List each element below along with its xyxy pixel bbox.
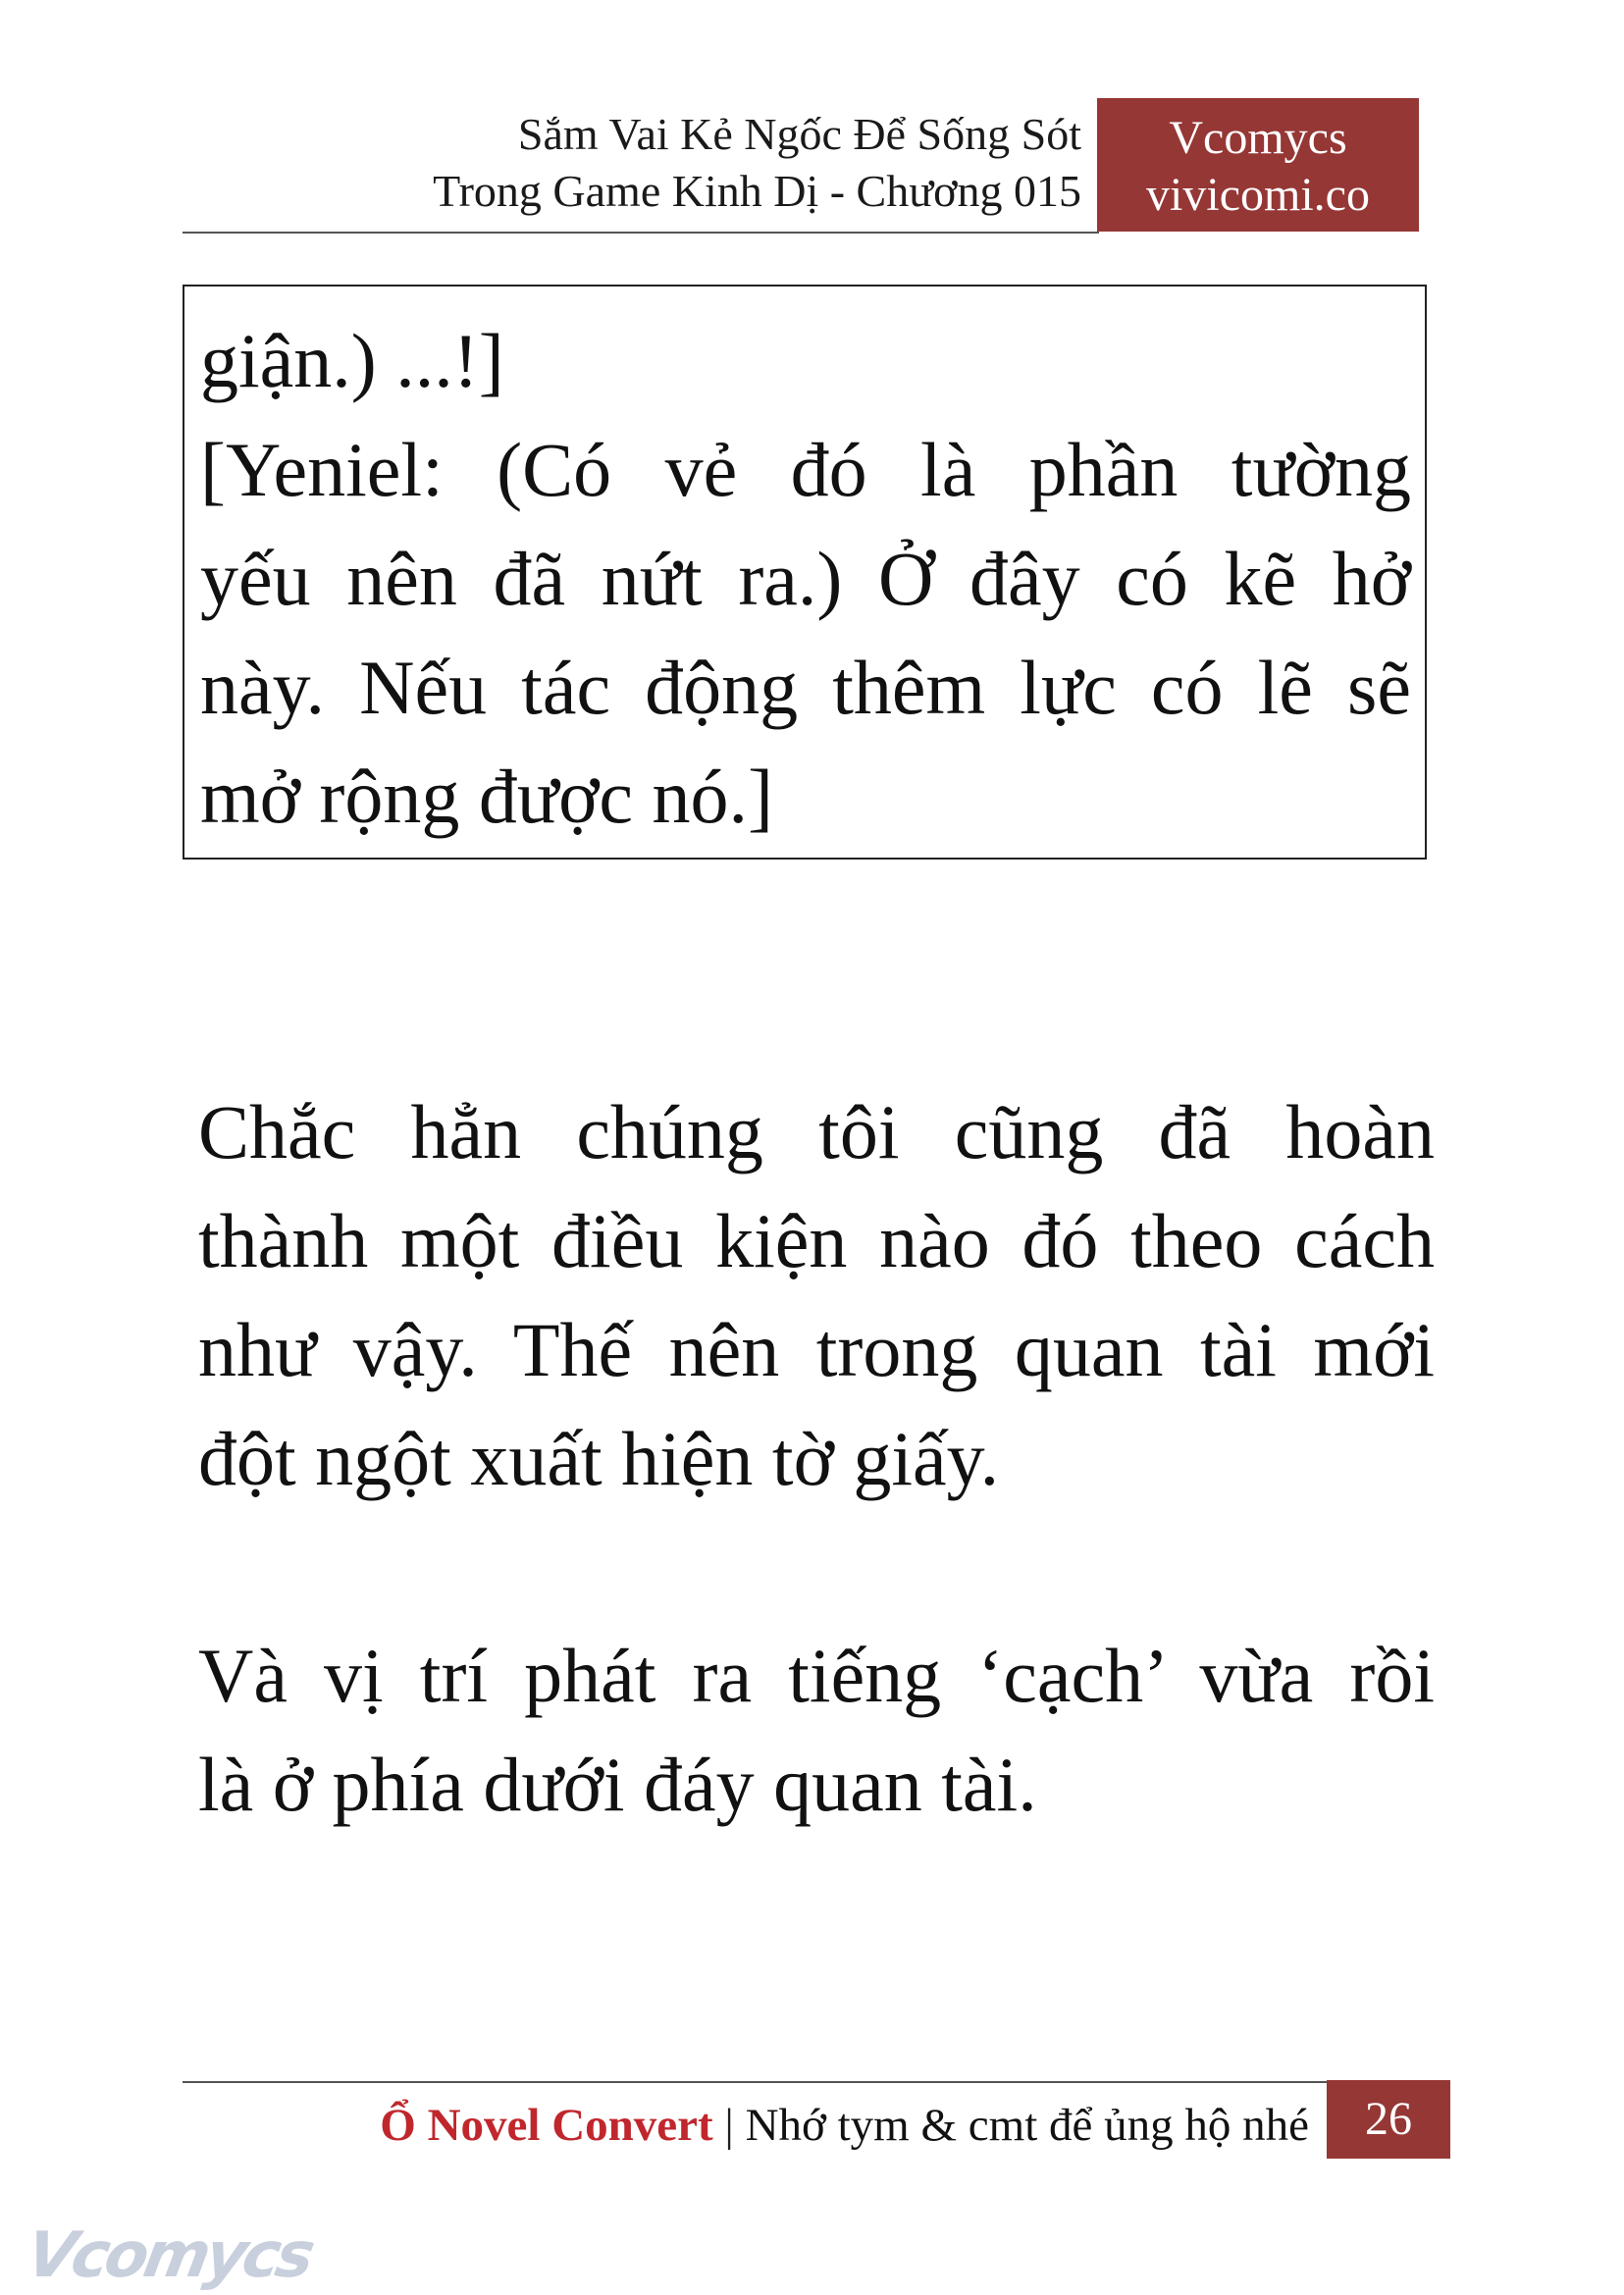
page-number: 26	[1327, 2080, 1450, 2159]
dialogue-line: này. Nếu tác động thêm lực có lẽ sẽ	[200, 645, 1411, 730]
dialogue-line: giận.) ...!]	[200, 318, 504, 403]
body-line: như vậy. Thế nên trong quan tài mới	[198, 1307, 1435, 1392]
body-line: đột ngột xuất hiện tờ giấy.	[198, 1416, 1000, 1501]
site-badge-name: Vcomycs	[1169, 112, 1347, 164]
body-line: là ở phía dưới đáy quan tài.	[198, 1742, 1037, 1827]
header-divider	[183, 232, 1099, 234]
body-line: Và vị trí phát ra tiếng ‘cạch’ vừa rồi	[198, 1633, 1435, 1718]
chapter-title-line-1: Sắm Vai Kẻ Ngốc Để Sống Sót	[517, 109, 1081, 159]
dialogue-line: yếu nên đã nứt ra.) Ở đây có kẽ hở	[200, 536, 1411, 621]
body-paragraph-2	[198, 1621, 1435, 1839]
watermark-logo: Vcomycs	[21, 2219, 317, 2292]
body-line: Chắc hẳn chúng tôi cũng đã hoàn	[198, 1089, 1435, 1174]
chapter-title-line-2: Trong Game Kinh Dị - Chương 015	[433, 166, 1081, 216]
dialogue-box	[183, 285, 1427, 860]
dialogue-line: mở rộng được nó.]	[200, 754, 774, 839]
chapter-title	[294, 106, 1081, 220]
site-badge	[1097, 98, 1419, 232]
page-footer	[183, 2096, 1309, 2155]
footer-separator: |	[724, 2100, 734, 2151]
dialogue-line: [Yeniel: (Có vẻ đó là phần tường	[200, 427, 1411, 512]
footer-brand: Ổ Novel Convert	[380, 2100, 713, 2151]
body-line: thành một điều kiện nào đó theo cách	[198, 1198, 1435, 1283]
footer-divider	[183, 2081, 1327, 2083]
body-paragraph-1	[198, 1077, 1435, 1513]
footer-message: Nhớ tym & cmt để ủng hộ nhé	[745, 2100, 1309, 2151]
site-badge-url: vivicomi.co	[1146, 169, 1370, 221]
